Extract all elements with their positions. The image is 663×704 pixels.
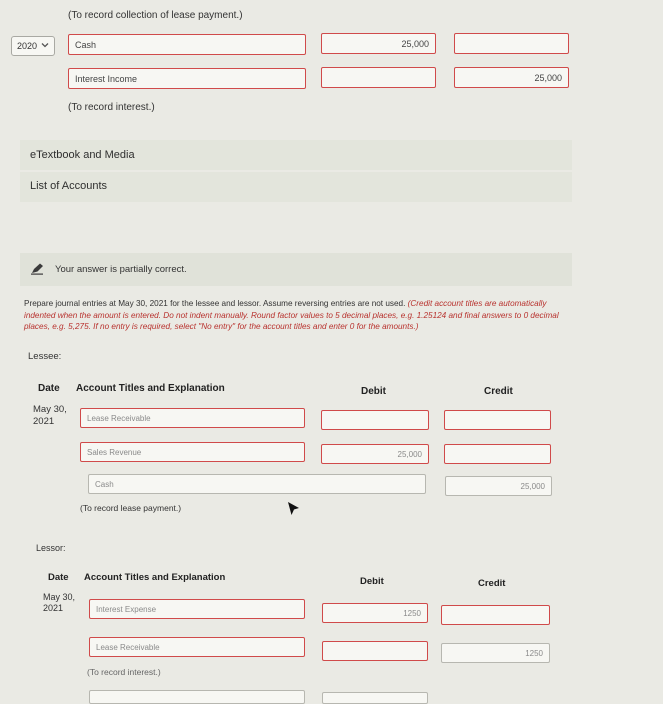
lessee-header-credit: Credit xyxy=(484,386,513,397)
lessor-date: May 30, 2021 xyxy=(43,592,76,613)
top-credit-field-1[interactable] xyxy=(454,33,569,54)
lessor-account-field-3[interactable] xyxy=(89,690,305,704)
lessee-caption: (To record lease payment.) xyxy=(80,503,182,513)
top-account-field-2[interactable]: Interest Income xyxy=(68,68,306,89)
lessee-header-account: Account Titles and Explanation xyxy=(76,383,225,394)
etextbook-link[interactable]: eTextbook and Media xyxy=(30,149,135,161)
instructions-note: (Credit account titles are automatically indented when the amount is entered. Do not indent manually. Round factor values to 5 decimal places, e.g. 1.25124 and final answers to 0 decimal places, e.g. 5,275. If no entry is required, select "No entry" for the account titles and enter 0 for the amounts.) xyxy=(24,299,559,331)
list-of-accounts-link[interactable]: List of Accounts xyxy=(30,180,108,192)
lessee-account-field-1[interactable]: Lease Receivable xyxy=(80,408,305,428)
lessee-debit-field-2[interactable]: 25,000 xyxy=(321,444,429,464)
lessee-label: Lessee: xyxy=(28,351,62,362)
top-debit-field-1[interactable]: 25,000 xyxy=(321,33,436,54)
lessor-label: Lessor: xyxy=(36,543,66,553)
lessor-header-account: Account Titles and Explanation xyxy=(84,572,226,583)
lessor-account-field-2[interactable]: Lease Receivable xyxy=(89,637,305,657)
interest-caption: (To record interest.) xyxy=(68,102,155,113)
lessor-debit-field-3[interactable] xyxy=(322,692,428,704)
lessor-credit-field-2[interactable]: 1250 xyxy=(441,643,550,663)
lessee-credit-field-3[interactable]: 25,000 xyxy=(445,476,552,496)
year-select-value: 2020 xyxy=(17,41,38,51)
lessee-header-debit: Debit xyxy=(361,386,386,397)
lessee-account-field-3[interactable]: Cash xyxy=(88,474,426,494)
notice-text: Your answer is partially correct. xyxy=(55,264,187,275)
lessor-header-debit: Debit xyxy=(360,576,384,587)
lessee-account-field-2[interactable]: Sales Revenue xyxy=(80,442,305,462)
lessor-header-date: Date xyxy=(48,572,69,583)
lessor-caption: (To record interest.) xyxy=(87,667,161,677)
instructions xyxy=(24,298,569,333)
collection-caption: (To record collection of lease payment.) xyxy=(68,10,243,21)
partial-correct-notice xyxy=(20,253,572,286)
mouse-cursor-icon xyxy=(287,501,301,517)
pencil-icon xyxy=(31,263,44,275)
lessee-credit-field-1[interactable] xyxy=(444,410,551,430)
lessor-debit-field-1[interactable]: 1250 xyxy=(322,603,428,623)
top-credit-field-2[interactable]: 25,000 xyxy=(454,67,569,88)
lessee-debit-field-1[interactable] xyxy=(321,410,429,430)
etextbook-panel[interactable] xyxy=(20,140,572,170)
lessor-account-field-1[interactable]: Interest Expense xyxy=(89,599,305,619)
list-of-accounts-panel[interactable] xyxy=(20,172,572,202)
lessee-header-date: Date xyxy=(38,383,60,394)
lessor-debit-field-2[interactable] xyxy=(322,641,428,661)
chevron-down-icon xyxy=(41,41,49,49)
instructions-main: Prepare journal entries at May 30, 2021 for the lessee and lessor. Assume reversing entries are not used. xyxy=(24,299,406,308)
lessee-credit-field-2[interactable] xyxy=(444,444,551,464)
top-account-field-1[interactable]: Cash xyxy=(68,34,306,55)
year-select[interactable] xyxy=(11,36,55,56)
lessee-date: May 30, 2021 xyxy=(33,404,67,427)
lessor-credit-field-1[interactable] xyxy=(441,605,550,625)
lessor-header-credit: Credit xyxy=(478,578,506,589)
top-debit-field-2[interactable] xyxy=(321,67,436,88)
